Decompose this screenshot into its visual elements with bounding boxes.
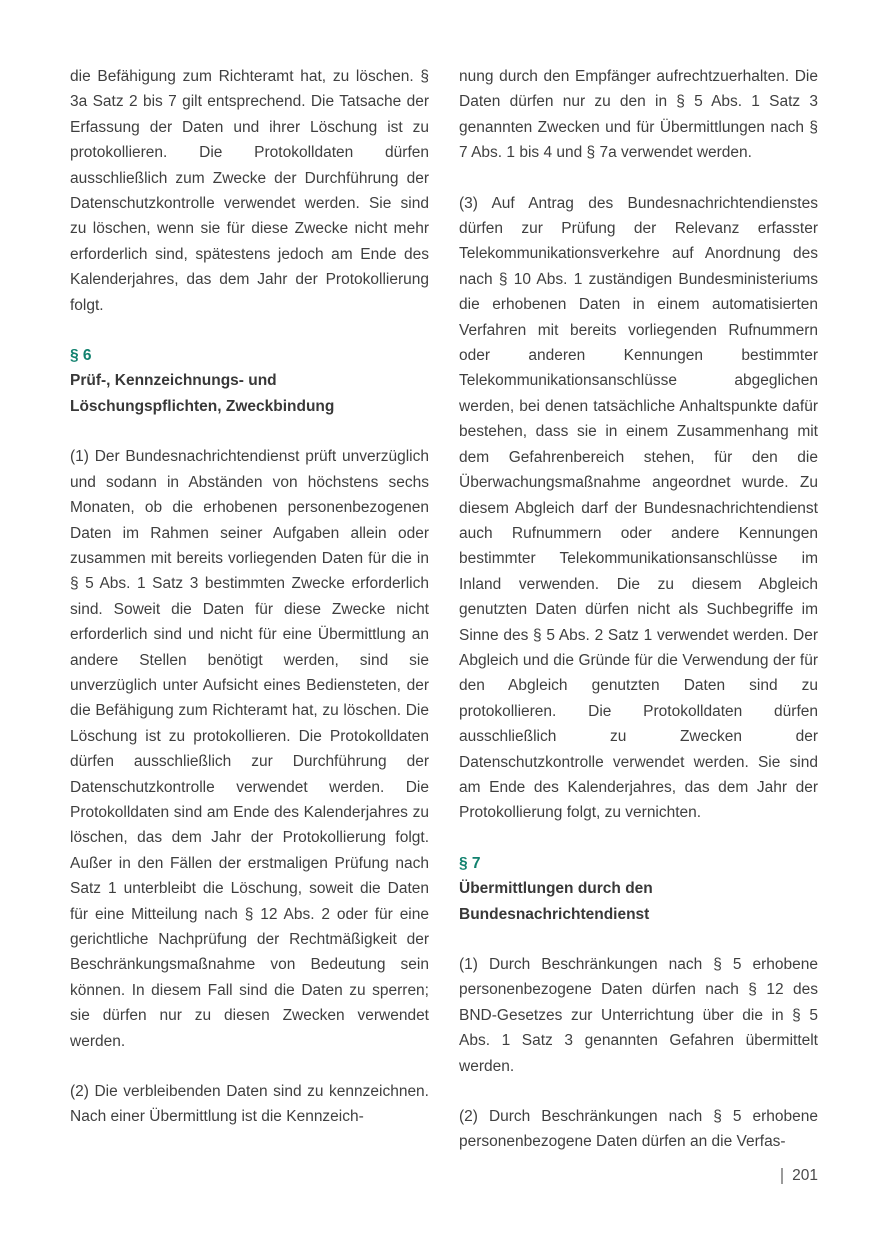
body-paragraph: (2) Die verbleibenden Daten sind zu kennzeichnen. Nach einer Übermittlung ist die Kennzeich-: [70, 1083, 429, 1126]
section-7-title: Übermittlungen durch den Bundesnachrichtendienst: [459, 880, 653, 923]
page-number-divider: [781, 1168, 783, 1184]
page-footer: [781, 1167, 818, 1185]
left-column: [70, 64, 429, 1180]
body-paragraph-continuation: die Befähigung zum Richteramt hat, zu löschen. § 3a Satz 2 bis 7 gilt entsprechend. Die Tatsache der Erfassung der Daten und ihrer Löschung ist zu protokollieren. Die Protokolldaten dürfen ausschließlich zum Zwecke der Durchführung der Datenschutzkontrolle verwendet werden. Sie sind zu löschen, wenn sie für diese Zwecke nicht mehr erforderlich sind, spätestens jedoch am Ende des Kalenderjahres, das dem Jahr der Protokollierung folgt.: [70, 68, 429, 314]
body-paragraph: (1) Durch Beschränkungen nach § 5 erhobene personenbezogene Daten dürfen nach § 12 des BND-Gesetzes zur Unterrichtung über die in § 5 Abs. 1 Satz 3 genannten Gefahren übermittelt werden.: [459, 956, 818, 1075]
body-paragraph: (1) Der Bundesnachrichtendienst prüft unverzüglich und sodann in Abständen von höchstens sechs Monaten, ob die erhobenen personenbezogenen Daten im Rahmen seiner Aufgaben allein oder zusammen mit bereits vorliegenden Daten für die in § 5 Abs. 1 Satz 3 bestimmten Zwecke erforderlich sind. Soweit die Daten für diese Zwecke nicht erforderlich sind und nicht für eine Übermittlung an andere Stellen benötigt werden, sind sie unverzüglich unter Aufsicht eines Bediensteten, der die Befähigung zum Richteramt hat, zu löschen. Die Löschung ist zu protokollieren. Die Protokolldaten dürfen ausschließlich zur Durchführung der Datenschutzkontrolle verwendet werden. Die Protokolldaten sind am Ende des Kalenderjahres zu löschen, das dem Jahr der Protokollierung folgt. Außer in den Fällen der erstmaligen Prüfung nach Satz 1 unterbleibt die Löschung, soweit die Daten für eine Mitteilung nach § 12 Abs. 2 oder für eine gerichtliche Nachprüfung der Rechtmäßigkeit der Beschränkungsmaßnahme von Bedeutung sein können. In diesem Fall sind die Daten zu sperren; sie dürfen nur zu diesen Zwecken verwendet werden.: [70, 448, 429, 1050]
section-6-title: Prüf-, Kennzeichnungs- und Löschungspflichten, Zweckbindung: [70, 372, 335, 415]
body-paragraph: (3) Auf Antrag des Bundesnachrichtendienstes dürfen zur Prüfung der Relevanz erfasster Telekommunikationsverkehre auf Anordnung des nach § 10 Abs. 1 zuständigen Bundesministeriums die erhobenen Daten in einem automatisierten Verfahren mit bereits vorliegenden Rufnummern oder anderen Kennungen bestimmter Telekommunikationsanschlüsse abgeglichen werden, bei denen tatsächliche Anhaltspunkte dafür bestehen, dass sie in einem Zusammenhang mit dem Gefahrenbereich stehen, für den die Überwachungsmaßnahme angeordnet wurde. Zu diesem Abgleich darf der Bundesnachrichtendienst auch Rufnummern oder andere Kennungen bestimmter Telekommunikationsanschlüsse im Inland verwenden. Die zu diesem Abgleich genutzten Daten dürfen nicht als Suchbegriffe im Sinne des § 5 Abs. 2 Satz 1 verwendet werden. Der Abgleich und die Gründe für die Verwendung der für den Abgleich genutzten Daten sind zu protokollieren. Die Protokolldaten dürfen ausschließlich zu Zwecken der Datenschutzkontrolle verwendet werden. Sie sind am Ende des Kalenderjahres, das dem Jahr der Protokollierung folgt, zu vernichten.: [459, 194, 818, 822]
page-number: 201: [792, 1167, 818, 1184]
text-columns: [70, 64, 818, 1180]
body-paragraph: (2) Durch Beschränkungen nach § 5 erhobene personenbezogene Daten dürfen an die Verfas-: [459, 1108, 818, 1151]
body-paragraph-continuation: nung durch den Empfänger aufrechtzuerhalten. Die Daten dürfen nur zu den in § 5 Abs. 1 Satz 3 genannten Zwecken und für Übermittlungen nach § 7 Abs. 1 bis 4 und § 7a verwendet werden.: [459, 68, 818, 162]
right-column: [459, 64, 818, 1180]
section-6-number: § 6: [70, 347, 92, 365]
section-7-number: § 7: [459, 854, 481, 872]
